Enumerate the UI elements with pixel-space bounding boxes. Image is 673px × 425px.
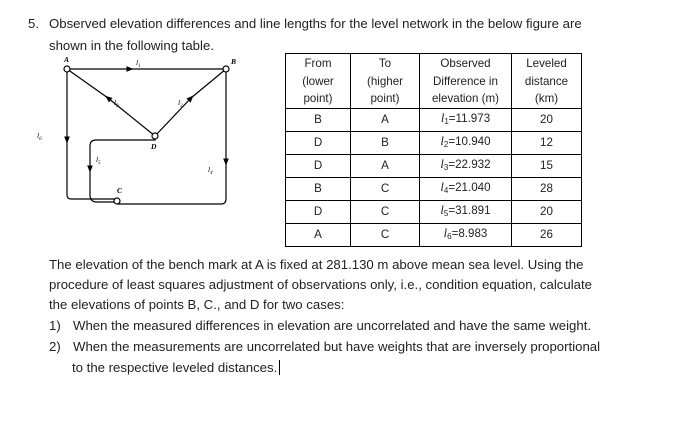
list-item-2-continuation[interactable] (72, 360, 280, 375)
level-network-figure (28, 52, 268, 220)
label-C: C (117, 186, 123, 195)
cell-observed: $l_5=31.891$ (420, 200, 512, 223)
observations-table (285, 53, 582, 247)
list-item-1-number: 1) (49, 318, 61, 333)
cell-to: C (351, 200, 420, 223)
svg-text:l3: $l_3$ (114, 98, 119, 109)
cell-observed: $l_1=11.973$ (420, 108, 512, 131)
text-cursor (279, 360, 280, 375)
cell-from: B (286, 177, 351, 200)
body-paragraph-line-3: the elevations of points B, C., and D for two cases: (49, 297, 345, 312)
cell-distance: 26 (512, 223, 582, 246)
body-paragraph-line-2: procedure of least squares adjustment of observations only, i.e., condition equation, calculate (49, 277, 592, 292)
cell-observed: $l_6=8.983$ (420, 223, 512, 246)
svg-text:l6: $l_6$ (37, 131, 42, 142)
cell-from: D (286, 131, 351, 154)
label-B: B (231, 57, 237, 66)
list-item-2 (49, 339, 600, 354)
list-item-2-text: When the measurements are uncorrelated but have weights that are inversely proportional (73, 339, 601, 354)
table-row (286, 108, 582, 131)
header-leveled: Leveled distance (km) (512, 54, 582, 109)
table-header-row (286, 54, 582, 109)
cell-to: A (351, 108, 420, 131)
list-item-1-text: When the measured differences in elevation are uncorrelated and have the same weight. (73, 318, 592, 333)
label-D: D (151, 142, 157, 151)
table-row (286, 223, 582, 246)
question-text-line-2: shown in the following table. (49, 38, 214, 53)
header-from: From (lower point) (286, 54, 351, 109)
label-A: A (64, 55, 70, 64)
svg-text:l2: $l_2$ (178, 98, 183, 109)
cell-distance: 28 (512, 177, 582, 200)
list-item-1 (49, 318, 591, 333)
cell-from: B (286, 108, 351, 131)
question-text-line-1: Observed elevation differences and line lengths for the level network in the below figure are (49, 16, 582, 31)
point-C-marker (114, 198, 120, 204)
line-l2 (155, 98, 191, 136)
cell-to: C (351, 223, 420, 246)
cell-distance: 20 (512, 108, 582, 131)
cell-observed: $l_3=22.932$ (420, 154, 512, 177)
cell-observed: $l_2=10.940$ (420, 131, 512, 154)
header-to: To (higher point) (351, 54, 420, 109)
cell-to: C (351, 177, 420, 200)
svg-text:l5: $l_5$ (96, 155, 101, 166)
list-item-2-number: 2) (49, 339, 61, 354)
cell-observed: $l_4=21.040$ (420, 177, 512, 200)
table-row (286, 200, 582, 223)
point-D-marker (152, 133, 158, 139)
table-row (286, 154, 582, 177)
question-number: 5. (28, 16, 39, 31)
cell-from: A (286, 223, 351, 246)
svg-text:l1: $l_1$ (136, 58, 141, 69)
cell-distance: 12 (512, 131, 582, 154)
cell-from: D (286, 154, 351, 177)
body-paragraph-line-1: The elevation of the bench mark at A is fixed at 281.130 m above mean sea level. Using the (49, 257, 584, 272)
cell-to: B (351, 131, 420, 154)
cell-from: D (286, 200, 351, 223)
cell-to: A (351, 154, 420, 177)
svg-text:l4: $l_4$ (208, 165, 213, 176)
point-B-marker (223, 66, 229, 72)
table-row (286, 131, 582, 154)
header-observed: Observed Difference in elevation (m) (420, 54, 512, 109)
table-row (286, 177, 582, 200)
cell-distance: 15 (512, 154, 582, 177)
point-A-marker (64, 66, 70, 72)
list-item-2-continuation-text: to the respective leveled distances. (72, 360, 278, 375)
cell-distance: 20 (512, 200, 582, 223)
